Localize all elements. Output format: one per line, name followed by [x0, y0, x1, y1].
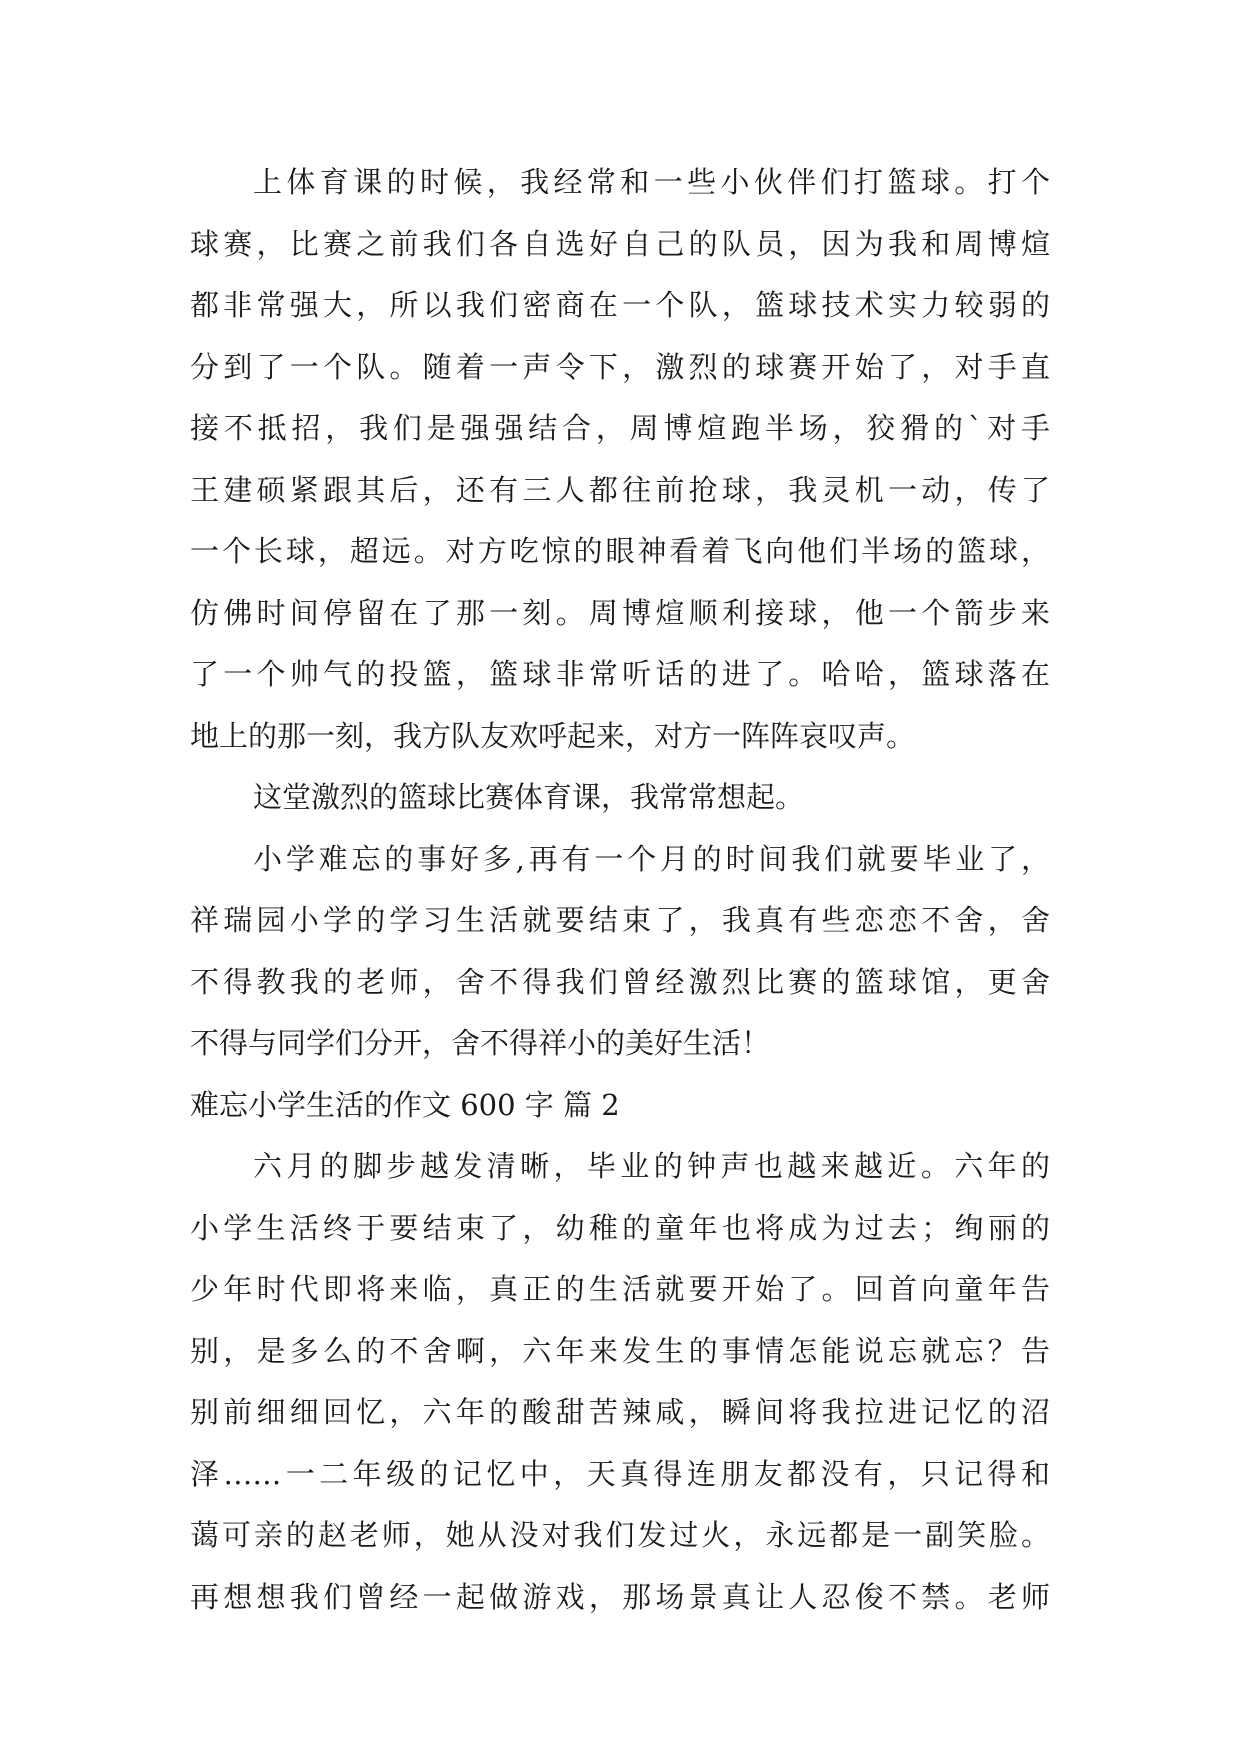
text-line: 别，是多么的不舍啊，六年来发生的事情怎能说忘就忘？告	[190, 1333, 1050, 1368]
paragraph-graduation	[190, 829, 1050, 1075]
text-line: 接不抵招，我们是强强结合，周博煊跑半场，狡猾的`对手	[190, 411, 1050, 445]
document-body	[190, 152, 1050, 1628]
text-line: 上体育课的时候，我经常和一些小伙伴们打篮球。打个	[253, 165, 1050, 199]
text-line: 王建硕紧跟其后，还有三人都往前抢球，我灵机一动，传了	[190, 472, 1050, 507]
text-line: 地上的那一刻，我方队友欢呼起来，对方一阵阵哀叹声。	[190, 718, 916, 753]
text-line: 这堂激烈的篮球比赛体育课，我常常想起。	[253, 780, 805, 814]
paragraph-remember	[190, 767, 1050, 829]
text-line: 球赛，比赛之前我们各自选好自己的队员，因为我和周博煊	[190, 226, 1050, 261]
text-line: 不得教我的老师，舍不得我们曾经激烈比赛的篮球馆，更舍	[190, 964, 1050, 999]
text-line: 一个长球，超远。对方吃惊的眼神看着飞向他们半场的篮球，	[190, 534, 1050, 568]
text-line: 仿佛时间停留在了那一刻。周博煊顺利接球，他一个箭步来	[190, 595, 1050, 630]
text-line: 再想想我们曾经一起做游戏，那场景真让人忍俊不禁。老师	[190, 1579, 1050, 1614]
paragraph-june-footsteps	[190, 1136, 1050, 1628]
paragraph-basketball-story	[190, 152, 1050, 767]
text-line: 六月的脚步越发清晰，毕业的钟声也越来越近。六年的	[253, 1149, 1050, 1183]
text-line: 祥瑞园小学的学习生活就要结束了，我真有些恋恋不舍，舍	[190, 903, 1050, 937]
text-line: 别前细细回忆，六年的酸甜苦辣咸，瞬间将我拉进记忆的沼	[190, 1395, 1050, 1429]
text-line: 不得与同学们分开，舍不得祥小的美好生活！	[190, 1026, 771, 1060]
text-line: 小学生活终于要结束了，幼稚的童年也将成为过去；绚丽的	[190, 1210, 1050, 1245]
text-line: 蔼可亲的赵老师，她从没对我们发过火，永远都是一副笑脸。	[190, 1518, 1050, 1552]
text-line: 少年时代即将来临，真正的生活就要开始了。回首向童年告	[190, 1272, 1050, 1306]
text-line: 泽……一二年级的记忆中，天真得连朋友都没有，只记得和	[190, 1456, 1050, 1491]
text-line: 小学难忘的事好多,再有一个月的时间我们就要毕业了，	[253, 841, 1050, 876]
text-line: 了一个帅气的投篮，篮球非常听话的进了。哈哈，篮球落在	[190, 657, 1050, 691]
text-line: 分到了一个队。随着一声令下，激烈的球赛开始了，对手直	[190, 349, 1050, 384]
section-heading: 难忘小学生活的作文 600 字 篇 2	[190, 1087, 620, 1122]
text-line: 都非常强大，所以我们密商在一个队，篮球技术实力较弱的	[190, 288, 1050, 322]
